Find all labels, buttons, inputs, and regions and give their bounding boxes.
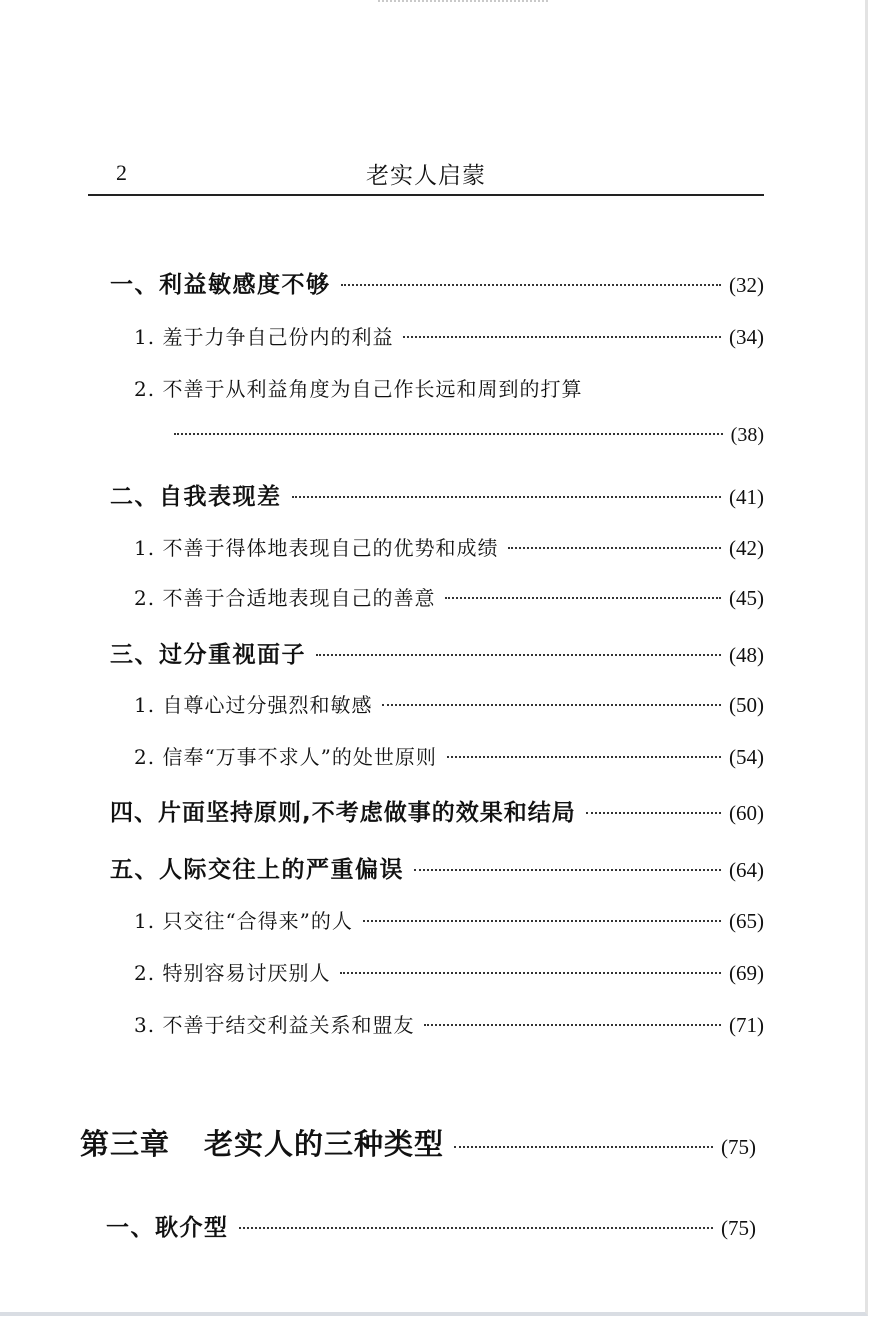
- toc-page-ref: (34): [729, 325, 764, 349]
- toc-subsection-5-3: [134, 1009, 764, 1038]
- dot-leader: [508, 547, 721, 549]
- dot-leader: [403, 336, 721, 338]
- chapter-title: 老实人的三种类型: [204, 1127, 445, 1161]
- toc-page-ref: (71): [729, 1013, 764, 1037]
- toc-subsection-5-1: [134, 905, 764, 934]
- toc-subsection-1-1: [134, 321, 764, 350]
- toc-label: 2. 特别容易讨厌别人: [134, 961, 331, 985]
- toc-page-ref: (54): [729, 745, 764, 769]
- toc-label: 五、人际交往上的严重偏误: [110, 857, 404, 883]
- toc-page-ref: (65): [729, 909, 764, 933]
- toc-page-ref: (60): [729, 801, 764, 825]
- dot-leader: [447, 756, 721, 758]
- toc-label: 1. 不善于得体地表现自己的优势和成绩: [134, 536, 499, 560]
- toc-label: 2. 不善于合适地表现自己的善意: [134, 586, 436, 610]
- dot-leader: [292, 496, 722, 498]
- toc-page-ref: (38): [730, 424, 764, 446]
- chapter-number: 第三章: [80, 1127, 171, 1161]
- book-title: 老实人启蒙: [366, 163, 486, 189]
- toc-subsection-2-2: [134, 582, 764, 611]
- dot-leader: [174, 433, 723, 435]
- toc-subsection-5-2: [134, 957, 764, 986]
- toc-label: 二、自我表现差: [110, 484, 282, 510]
- dot-leader: [445, 597, 721, 599]
- dot-leader: [424, 1024, 721, 1026]
- toc-page-ref: (75): [721, 1135, 756, 1159]
- toc-page-ref: (64): [729, 858, 764, 882]
- toc-page-ref: (32): [729, 273, 764, 297]
- toc-section-2: [110, 478, 764, 511]
- dot-leader: [363, 920, 721, 922]
- toc-label: 四、片面坚持原则,不考虑做事的效果和结局: [110, 800, 576, 826]
- running-header: [88, 150, 764, 196]
- toc-subsection-1-2: [134, 373, 764, 402]
- toc-chapter-3: [80, 1122, 756, 1163]
- toc-page-ref: (42): [729, 536, 764, 560]
- toc-label: 一、利益敏感度不够: [110, 272, 331, 298]
- toc-page-ref: (45): [729, 586, 764, 610]
- dot-leader: [414, 869, 721, 871]
- dot-leader: [341, 284, 722, 286]
- dot-leader: [586, 812, 721, 814]
- toc-label: 2. 不善于从利益角度为自己作长远和周到的打算: [134, 377, 583, 401]
- toc-section-1: [110, 266, 764, 299]
- toc-label: [80, 1122, 444, 1163]
- dot-leader: [382, 704, 721, 706]
- toc-page-ref: (75): [721, 1216, 756, 1240]
- toc-subsection-3-2: [134, 741, 764, 770]
- dot-leader: [239, 1227, 714, 1229]
- toc-label: 2. 信奉“万事不求人”的处世原则: [134, 745, 437, 769]
- toc-section-5: [110, 851, 764, 884]
- toc-page-ref: (69): [729, 961, 764, 985]
- toc-subsection-1-2-continuation: [174, 424, 764, 447]
- page-number: 2: [116, 160, 127, 185]
- toc-subsection-2-1: [134, 532, 764, 561]
- toc-section-3: [110, 636, 764, 669]
- toc-page-ref: (41): [729, 485, 764, 509]
- dot-leader: [340, 972, 721, 974]
- toc-chapter-3-section-1: [106, 1209, 756, 1242]
- toc-label: 一、耿介型: [106, 1215, 229, 1241]
- toc-label: 三、过分重视面子: [110, 642, 306, 668]
- toc-subsection-3-1: [134, 689, 764, 718]
- toc-page-ref: (50): [729, 693, 764, 717]
- dot-leader: [454, 1146, 713, 1148]
- toc-page-ref: (48): [729, 643, 764, 667]
- toc-label: 1. 羞于力争自己份内的利益: [134, 325, 394, 349]
- toc-section-4: [110, 794, 764, 827]
- toc-label: 1. 只交往“合得来”的人: [134, 909, 353, 933]
- toc-label: 1. 自尊心过分强烈和敏感: [134, 693, 373, 717]
- toc-label: 3. 不善于结交利益关系和盟友: [134, 1013, 415, 1037]
- dot-leader: [316, 654, 721, 656]
- scan-artifact: [378, 0, 548, 6]
